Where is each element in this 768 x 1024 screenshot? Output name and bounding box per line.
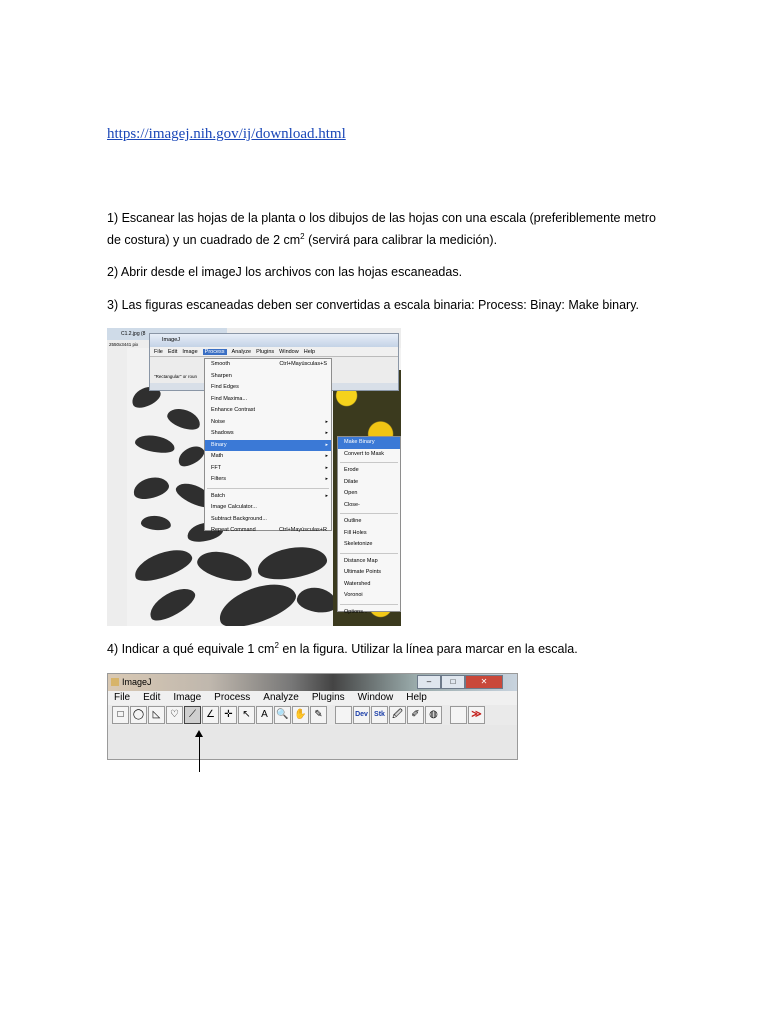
hand-tool-icon[interactable]: ✋ (292, 706, 309, 724)
process-menu-item-repeat-command[interactable] (205, 525, 331, 537)
step-4-text-end: en la figura. Utilizar la línea para marcar en la escala. (278, 642, 578, 656)
imagej-toolbar (108, 705, 517, 725)
process-menu-item-shadows[interactable] (205, 428, 331, 440)
menu-help[interactable]: Help (303, 348, 316, 355)
step-2: 2) Abrir desde el imageJ los archivos con las hojas escaneadas. (107, 265, 463, 279)
menu-item-label: Image Calculator... (211, 504, 257, 510)
more-tools-icon[interactable]: ≫ (468, 706, 485, 724)
magnifier-tool-icon[interactable]: 🔍 (274, 706, 291, 724)
color-picker-tool-icon[interactable]: ✎ (310, 706, 327, 724)
menu-item-label: Enhance Contrast (211, 407, 256, 413)
oval-tool-icon[interactable]: ◯ (130, 706, 147, 724)
polygon-tool-icon[interactable]: ◺ (148, 706, 165, 724)
step-1-text: 1) Escanear las hojas de la planta o los dibujos de las hojas con una escala (preferiblemente metro de costura) y un cuadrado de 2 cm (107, 211, 656, 247)
menu-separator (340, 553, 398, 554)
pencil-tool-icon[interactable]: ✐ (407, 706, 424, 724)
menu-item-label: Smooth (211, 361, 230, 367)
angle-tool-icon[interactable]: ∠ (202, 706, 219, 724)
wand-tool-icon[interactable]: ↖ (238, 706, 255, 724)
process-menu-item-batch[interactable] (205, 491, 331, 503)
imagej-titlebar (108, 674, 517, 691)
step-3: 3) Las figuras escaneadas deben ser convertidas a escala binaria: Process: Binay: Make binary. (107, 298, 640, 312)
menu-separator (207, 488, 329, 489)
menu-item-label: Find Maxima... (211, 395, 248, 402)
menu-item-label: Filters (211, 476, 226, 482)
binary-menu-item-erode[interactable]: Erode (344, 467, 359, 473)
close-button[interactable]: ✕ (465, 675, 503, 689)
stack-tools-icon[interactable]: Stk (371, 706, 388, 724)
menu-window[interactable]: Window (357, 692, 394, 703)
submenu-arrow-icon: ▸ (325, 492, 328, 499)
imagej-download-link[interactable]: https://imagej.nih.gov/ij/download.html (107, 126, 346, 142)
menu-analyze[interactable]: Analyze (263, 692, 299, 703)
imagej-menubar (108, 691, 517, 705)
developer-menu-icon[interactable]: Dev (353, 706, 370, 724)
menu-item-shortcut: Ctrl+Mayúsculas+R (279, 527, 327, 533)
pointer-arrow (199, 734, 200, 772)
blank-slot-icon[interactable] (335, 706, 352, 724)
binary-menu-item-make-binary[interactable]: Make Binary (338, 437, 400, 449)
menu-edit[interactable]: Edit (143, 692, 161, 703)
menu-item-shortcut: Ctrl+Mayúsculas+S (279, 361, 327, 367)
imagej-title: ImageJ (122, 677, 152, 687)
step-1-text-end: (servirá para calibrar la medición). (304, 233, 498, 247)
binary-menu-item-fill-holes[interactable]: Fill Holes (344, 529, 367, 536)
imagej-toolbar-screenshot (107, 673, 518, 760)
imagej-title-small: ImageJ (150, 334, 398, 347)
menu-item-label: Binary (211, 441, 227, 448)
image-info: 2550x3441 pix (109, 342, 139, 347)
process-menu-item-noise[interactable] (205, 417, 331, 429)
rectangle-tool-icon[interactable]: □ (112, 706, 129, 724)
submenu-arrow-icon: ▸ (325, 453, 328, 459)
process-menu-item-find-edges[interactable] (205, 382, 331, 394)
binary-menu-item-ultimate-points[interactable]: Ultimate Points (344, 569, 381, 575)
process-menu (204, 358, 332, 531)
menu-item-label: Sharpen (211, 372, 232, 379)
step-4 (107, 638, 667, 660)
menu-process[interactable]: Process (214, 692, 251, 703)
binary-menu-item-outline[interactable]: Outline (344, 518, 362, 524)
line-tool-icon[interactable]: ⟋ (184, 706, 201, 724)
menu-separator (340, 462, 398, 463)
brush-tool-icon[interactable]: 🖉 (389, 706, 406, 724)
imagej-app-icon (111, 678, 119, 686)
menu-window[interactable]: Window (279, 348, 299, 355)
process-menu-item-binary[interactable] (205, 440, 331, 452)
binary-menu-item-convert-to-mask[interactable]: Convert to Mask (344, 450, 385, 457)
menu-image[interactable]: Image (173, 692, 202, 703)
binary-menu-item-dilate[interactable]: Dilate (344, 478, 359, 485)
binary-menu-item-watershed[interactable]: Watershed (344, 580, 371, 587)
menu-plugins[interactable]: Plugins (256, 348, 275, 355)
menu-edit[interactable]: Edit (167, 348, 178, 355)
menu-item-label: Subtract Background... (211, 515, 267, 522)
step-1-superscript: 2 (300, 231, 305, 241)
menu-image[interactable]: Image (182, 348, 198, 355)
menu-separator (340, 513, 398, 514)
menu-analyze[interactable]: Analyze (231, 348, 252, 355)
process-menu-item-subtract-background[interactable] (205, 514, 331, 526)
binary-menu-item-voronoi[interactable]: Voronoi (344, 592, 363, 598)
image-window-title: C1.2.jpg (8 (107, 328, 227, 340)
minimize-button[interactable]: – (417, 675, 441, 689)
blank-slot-icon[interactable] (450, 706, 467, 724)
step-1 (107, 207, 667, 251)
binary-menu-item-open[interactable]: Open (344, 490, 358, 496)
binary-menu-item-options[interactable]: Options... (344, 608, 368, 615)
submenu-arrow-icon: ▸ (325, 430, 328, 436)
status-bar-small: "Rectangular" or roun (150, 371, 398, 383)
binary-menu-item-distance-map[interactable]: Distance Map (344, 557, 378, 564)
process-menu-item-sharpen[interactable] (205, 371, 331, 383)
flood-fill-tool-icon[interactable]: ◍ (425, 706, 442, 724)
menu-item-label: Shadows (211, 430, 234, 436)
process-menu-item-filters[interactable] (205, 474, 331, 486)
process-menu-item-math[interactable] (205, 451, 331, 463)
step-4-text: 4) Indicar a qué equivale 1 cm (107, 642, 275, 656)
freehand-tool-icon[interactable]: ♡ (166, 706, 183, 724)
binary-menu-item-close[interactable]: Close- (344, 501, 360, 508)
process-menu-item-image-calculator[interactable] (205, 502, 331, 514)
submenu-arrow-icon: ▸ (325, 418, 328, 425)
menu-help[interactable]: Help (406, 692, 427, 703)
process-menu-item-smooth[interactable] (205, 359, 331, 371)
binary-menu-item-skeletonize[interactable]: Skeletonize (344, 541, 373, 547)
point-tool-icon[interactable]: ✛ (220, 706, 237, 724)
submenu-arrow-icon: ▸ (325, 441, 328, 448)
step-4-superscript: 2 (274, 640, 279, 650)
menu-item-label: Find Edges (211, 384, 239, 390)
menu-separator (340, 604, 398, 605)
menu-file[interactable]: File (154, 348, 163, 355)
menu-item-label: FFT (211, 464, 222, 471)
imagej-menubar-small (150, 347, 398, 356)
menu-process[interactable]: Process (204, 348, 225, 355)
menu-plugins[interactable]: Plugins (311, 692, 345, 703)
binary-submenu (337, 436, 401, 615)
menu-item-label: Math (211, 453, 224, 459)
process-menu-item-find-maxima[interactable] (205, 394, 331, 406)
menu-item-label: Noise (211, 418, 226, 425)
process-menu-screenshot (107, 328, 401, 626)
menu-item-label: Batch (211, 492, 226, 499)
menu-file[interactable]: File (114, 692, 131, 703)
process-menu-item-enhance-contrast[interactable] (205, 405, 331, 417)
maximize-button[interactable]: □ (441, 675, 465, 689)
text-tool-icon[interactable]: A (256, 706, 273, 724)
submenu-arrow-icon: ▸ (325, 476, 328, 482)
process-menu-item-fft[interactable] (205, 463, 331, 475)
submenu-arrow-icon: ▸ (325, 464, 328, 471)
menu-item-label: Repeat Command (211, 527, 256, 533)
